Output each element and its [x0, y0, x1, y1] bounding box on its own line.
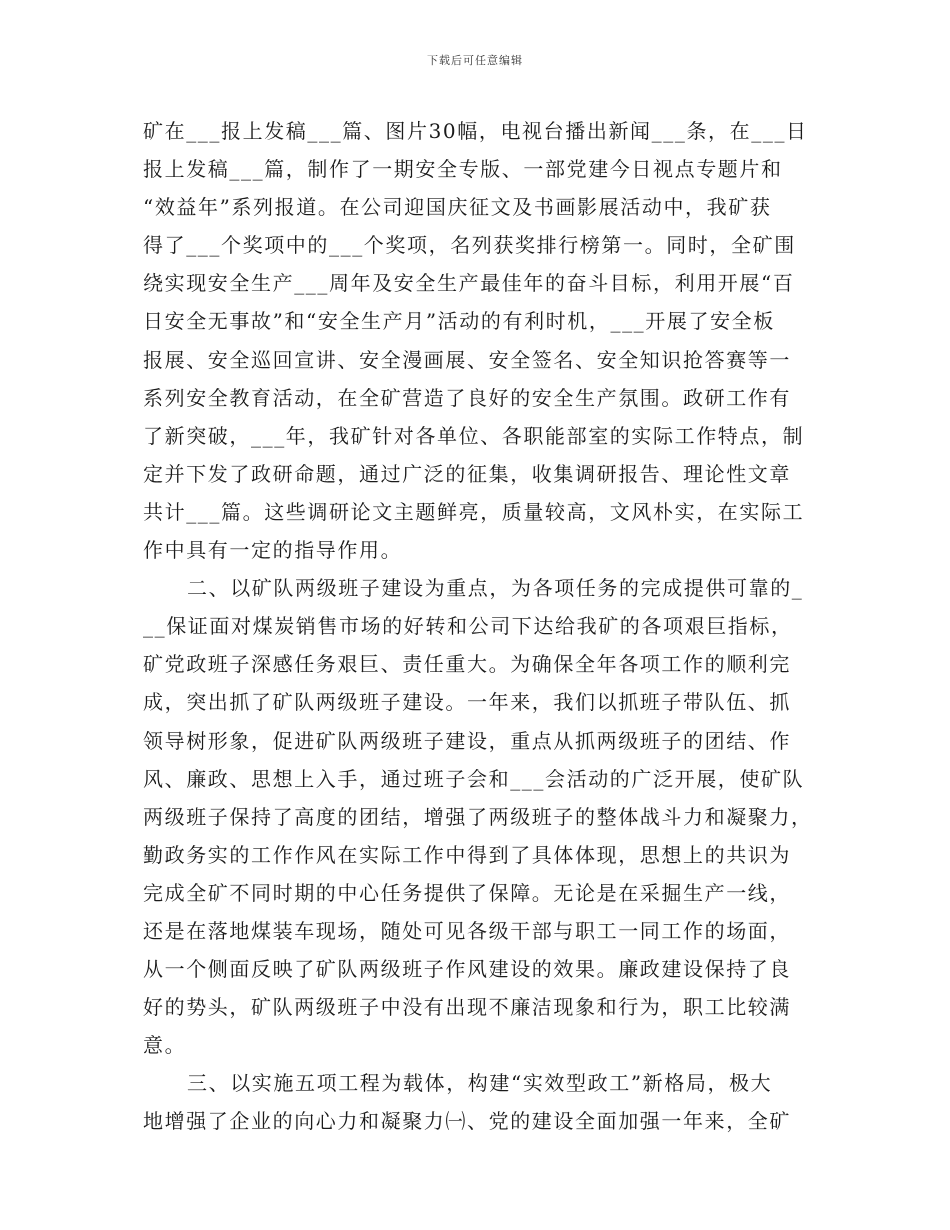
text-line: 报上发稿___篇，制作了一期安全专版、一部党建今日视点专题片和 — [143, 157, 783, 182]
text-line: 成，突出抓了矿队两级班子建设。一年来，我们以抓班子带队伍、抓 — [143, 690, 791, 715]
text-line: 矿在___报上发稿___篇、图片30幅，电视台播出新闻___条，在___日 — [143, 119, 808, 143]
header-note: 下载后可任意编辑 — [427, 54, 523, 67]
text-line: 日安全无事故”和“安全生产月”活动的有利时机，___开展了安全板 — [143, 309, 775, 334]
section-heading-line: 三、以实施五项工程为载体，构建“实效型政工”新格局，极大 — [187, 1071, 773, 1096]
text-line: __保证面对煤炭销售市场的好转和公司下达给我矿的各项艰巨指标， — [143, 614, 793, 639]
text-line: 从一个侧面反映了矿队两级班子作风建设的效果。廉政建设保持了良 — [143, 957, 791, 982]
text-line: 领导树形象，促进矿队两级班子建设，重点从抓两级班子的团结、作 — [143, 728, 791, 753]
text-line: “效益年”系列报道。在公司迎国庆征文及书画影展活动中，我矿获 — [143, 195, 772, 220]
section-heading-line: 二、以矿队两级班子建设为重点，为各项任务的完成提供可靠的_ — [187, 576, 804, 601]
text-line: 报展、安全巡回宣讲、安全漫画展、安全签名、安全知识抢答赛等一 — [143, 347, 791, 372]
document-body — [143, 112, 825, 1141]
text-line: 定并下发了政研命题，通过广泛的征集，收集调研报告、理论性文章 — [143, 461, 791, 486]
text-line: 作中具有一定的指导作用。 — [143, 538, 403, 563]
text-line: 风、廉政、思想上入手，通过班子会和___会活动的广泛开展，使矿队 — [143, 766, 805, 791]
text-line: 共计___篇。这些调研论文主题鲜亮，质量较高，文风朴实，在实际工 — [143, 499, 805, 524]
text-line: 系列安全教育活动，在全矿营造了良好的安全生产氛围。政研工作有 — [143, 385, 791, 410]
text-line: 勤政务实的工作作风在实际工作中得到了具体体现，思想上的共识为 — [143, 842, 791, 867]
text-line: 绕实现安全生产___周年及安全生产最佳年的奋斗目标，利用开展“百 — [143, 271, 795, 296]
text-line: 好的势头，矿队两级班子中没有出现不廉洁现象和行为，职工比较满 — [143, 995, 791, 1020]
text-line: 两级班子保持了高度的团结，增强了两级班子的整体战斗力和凝聚力， — [143, 804, 813, 829]
text-line: 了新突破，___年，我矿针对各单位、各职能部室的实际工作特点，制 — [143, 423, 805, 448]
text-line: 完成全矿不同时期的中心任务提供了保障。无论是在采掘生产一线， — [143, 880, 791, 905]
text-line: 意。 — [143, 1033, 187, 1058]
text-line: 还是在落地煤装车现场，随处可见各级干部与职工一同工作的场面， — [143, 918, 791, 943]
text-line: 地增强了企业的向心力和凝聚力㈠、党的建设全面加强一年来，全矿 — [143, 1109, 791, 1134]
text-line: 矿党政班子深感任务艰巨、责任重大。为确保全年各项工作的顺利完 — [143, 652, 791, 677]
text-line: 得了___个奖项中的___个奖项，名列获奖排行榜第一。同时，全矿围 — [143, 233, 796, 258]
